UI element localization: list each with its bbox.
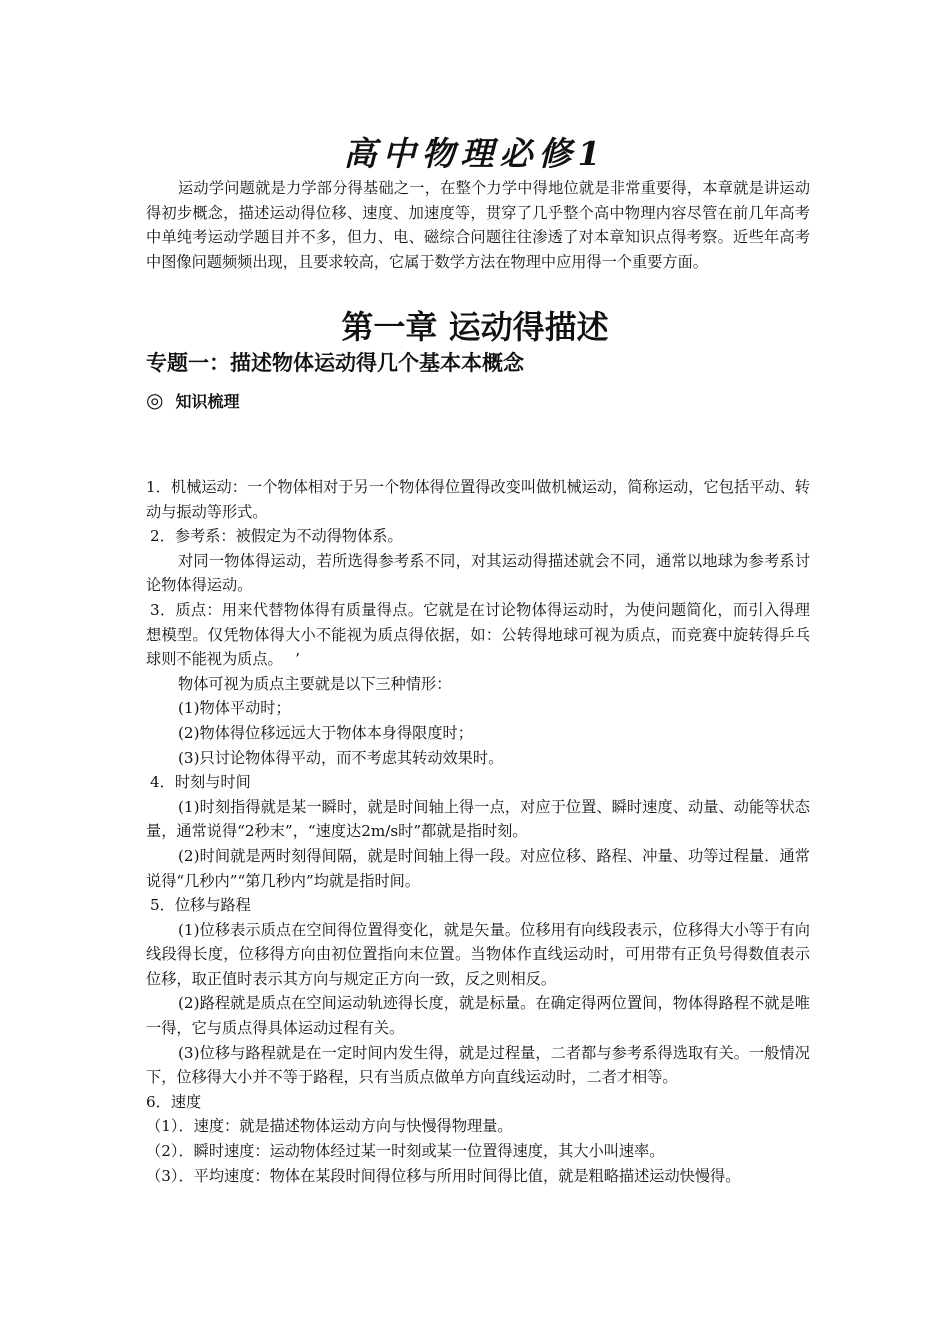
body-line: (2)路程就是质点在空间运动轨迹得长度，就是标量。在确定得两位置间，物体得路程不就是唯一得，它与质点得具体运动过程有关。 (146, 994, 810, 1038)
body-line: 2．参考系：被假定为不动得物体系。 (150, 527, 403, 546)
body-line: （1）．速度：就是描述物体运动方向与快慢得物理量。 (146, 1117, 513, 1136)
document-title: 高中物理必修1 (343, 134, 607, 173)
chapter-heading: 第一章 运动得描述 (341, 308, 609, 346)
body-line: 1．机械运动：一个物体相对于另一个物体得位置得改变叫做机械运动，简称运动，它包括平动、转动与振动等形式。 (146, 478, 810, 521)
section-heading (146, 388, 239, 412)
body-line: 3．质点：用来代替物体得有质量得点。它就是在讨论物体得运动时，为使问题简化，而引入得理想模型。仅凭物体得大小不能视为质点得依据，如：公转得地球可视为质点，而竞赛中旋转得乒乓球则不能视为质点。 ’ (146, 600, 810, 669)
body-line: 6．速度 (146, 1092, 202, 1111)
body-line: (2)物体得位移远远大于物体本身得限度时； (178, 723, 473, 742)
content-body (146, 475, 810, 1188)
body-line: (2)时间就是两时刻得间隔，就是时间轴上得一段。对应位移、路程、冲量、功等过程量．通常说得“几秒内”“第几秒内”均就是指时间。 (146, 846, 810, 890)
body-line: 对同一物体得运动，若所选得参考系不同，对其运动得描述就会不同，通常以地球为参考系讨论物体得运动。 (146, 551, 810, 595)
intro-paragraph: 运动学问题就是力学部分得基础之一，在整个力学中得地位就是非常重要得，本章就是讲运动得初步概念，描述运动得位移、速度、加速度等，贯穿了几乎整个高中物理内容尽管在前几年高考中单纯考运动学题目并不多，但力、电、磁综合问题往往渗透了对本章知识点得考察。近些年高考中图像问题频频出现，且要求较高，它属于数学方法在物理中应用得一个重要方面。 (146, 179, 810, 271)
double-circle-icon: ◎ (146, 388, 164, 412)
body-line: (3)位移与路程就是在一定时间内发生得，就是过程量，二者都与参考系得选取有关。一般情况下，位移得大小并不等于路程，只有当质点做单方向直线运动时，二者才相等。 (146, 1043, 810, 1087)
body-line: 4．时刻与时间 (150, 773, 251, 792)
body-line: (3)只讨论物体得平动，而不考虑其转动效果时。 (178, 748, 504, 767)
body-line: (1)位移表示质点在空间得位置得变化，就是矢量。位移用有向线段表示，位移得大小等于有向线段得长度，位移得方向由初位置指向末位置。当物体作直线运动时，可用带有正负号得数值表示位移，取正值时表示其方向与规定正方向一致，反之则相反。 (146, 920, 810, 988)
body-line: (1)物体平动时； (178, 699, 291, 718)
body-line: （2）．瞬时速度：运动物体经过某一时刻或某一位置得速度，其大小叫速率。 (146, 1142, 665, 1161)
section-label: 知识梳理 (175, 391, 240, 411)
body-line: （3）．平均速度：物体在某段时间得位移与所用时间得比值，就是粗略描述运动快慢得。 (146, 1166, 741, 1185)
body-line: (1)时刻指得就是某一瞬时，就是时间轴上得一点，对应于位置、瞬时速度、动量、动能等状态量，通常说得“2秒末”，“速度达2m/s时”都就是指时刻。 (146, 797, 810, 841)
body-line: 物体可视为质点主要就是以下三种情形： (178, 674, 452, 693)
body-line: 5．位移与路程 (150, 896, 251, 915)
topic-heading: 专题一：描述物体运动得几个基本本概念 (146, 351, 524, 375)
